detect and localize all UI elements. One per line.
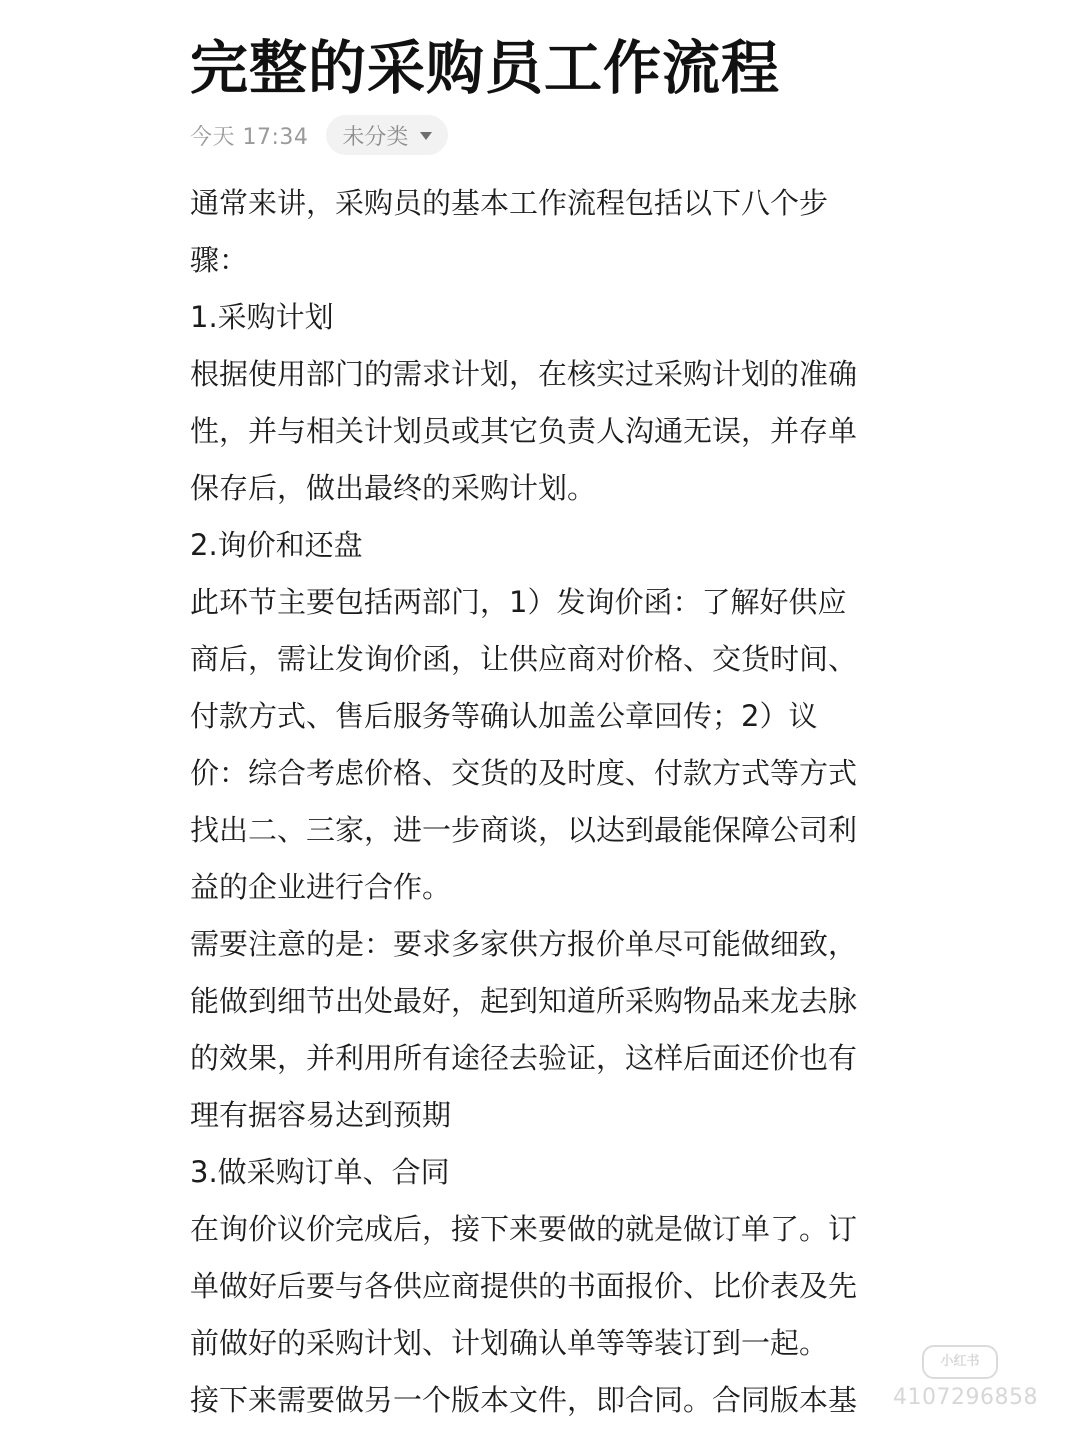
note-text-line: 需要注意的是：要求多家供方报价单尽可能做细致， [190,927,858,961]
category-dropdown[interactable] [326,115,448,155]
note-text-line: 根据使用部门的需求计划，在核实过采购计划的准确 [190,357,858,391]
note-text-line: 2.询价和还盘 [190,528,363,562]
watermark-id: 4107296858 [893,1385,1038,1410]
watermark-logo: 小红书 [922,1345,998,1379]
chevron-down-icon [420,132,432,140]
note-text-line: 此环节主要包括两部门，1）发询价函：了解好供应 [190,585,847,619]
note-text-line: 在询价议价完成后，接下来要做的就是做订单了。订 [190,1212,858,1246]
note-text-line: 价：综合考虑价格、交货的及时度、付款方式等方式 [190,756,858,790]
note-text-line: 保存后，做出最终的采购计划。 [190,471,597,505]
note-timestamp: 今天 17:34 [190,124,309,150]
note-text-line: 前做好的采购计划、计划确认单等等装订到一起。 [190,1326,829,1360]
note-text-line: 3.做采购订单、合同 [190,1155,450,1189]
category-label: 未分类 [342,124,409,150]
note-body[interactable] [190,175,905,1429]
note-text-line: 理有据容易达到预期 [190,1098,452,1132]
note-text-line: 性，并与相关计划员或其它负责人沟通无误，并存单 [190,414,858,448]
note-text-line: 的效果，并利用所有途径去验证，这样后面还价也有 [190,1041,858,1075]
note-meta [190,114,448,156]
note-text-line: 骤： [190,243,249,277]
note-text-line: 接下来需要做另一个版本文件，即合同。合同版本基 [190,1383,858,1417]
note-text-line: 商后，需让发询价函，让供应商对价格、交货时间、 [190,642,858,676]
note-text-line: 通常来讲，采购员的基本工作流程包括以下八个步 [190,186,829,220]
note-text-line: 付款方式、售后服务等确认加盖公章回传；2）议 [190,699,818,733]
note-text-line: 1.采购计划 [190,300,334,334]
note-text-line: 单做好后要与各供应商提供的书面报价、比价表及先 [190,1269,858,1303]
note-text-line: 能做到细节出处最好，起到知道所采购物品来龙去脉 [190,984,858,1018]
page-title: 完整的采购员工作流程 [190,34,781,102]
note-text-line: 益的企业进行合作。 [190,870,452,904]
note-text-line: 找出二、三家，进一步商谈，以达到最能保障公司利 [190,813,858,847]
